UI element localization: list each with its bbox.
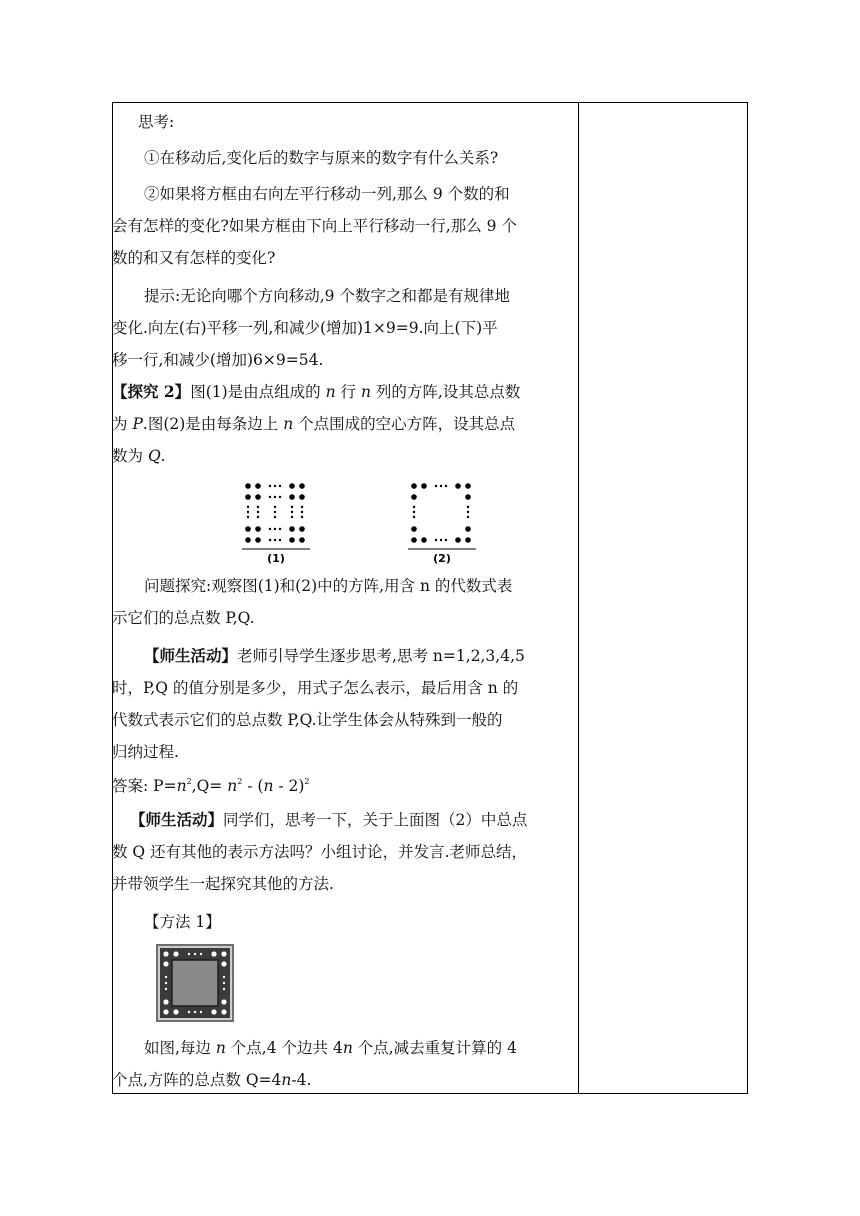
method1-title: 【方法 1】 — [144, 913, 221, 931]
method1-line-1: 如图,每边 n 个点,4 个边共 4n 个点,减去重复计算的 4 — [144, 1039, 517, 1057]
explore2-line-1: 【探究 2】图(1)是由点组成的 n 行 n 列的方阵,设其总点数 — [112, 382, 521, 401]
column-divider — [578, 102, 579, 1094]
hint-line-2: 变化.向左(右)平移一列,和减少(增加)1×9=9.向上(下)平 — [112, 319, 498, 337]
activity1-tag: 【师生活动】 — [144, 646, 238, 665]
method1-square-figure — [156, 944, 234, 1022]
question-2-line-1: ②如果将方框由右向左平行移动一列,那么 9 个数的和 — [144, 185, 510, 203]
hint-line-1: 提示:无论向哪个方向移动,9 个数字之和都是有规律地 — [144, 287, 510, 305]
question-1: ①在移动后,变化后的数字与原来的数字有什么关系? — [144, 149, 499, 167]
explore2-tag: 【探究 2】 — [112, 382, 191, 401]
activity1-line-3: 代数式表示它们的总点数 P,Q.让学生体会从特殊到一般的 — [112, 711, 503, 729]
explore2-line-3: 数为 Q. — [112, 447, 166, 465]
problem-line-2: 示它们的总点数 P,Q. — [112, 609, 255, 627]
activity1-line-1: 【师生活动】老师引导学生逐步思考,思考 n=1,2,3,4,5 — [144, 646, 525, 665]
answer-line: 答案: $P=n^2,Q= n^2 - (n - 2)^2$ — [112, 777, 310, 795]
activity2-line-1: 【师生活动】同学们，思考一下，关于上面图（2）中总点 — [130, 810, 528, 829]
figure-1-full-dot-array — [242, 480, 328, 564]
activity1-line-4: 归纳过程. — [112, 743, 179, 761]
activity2-tag: 【师生活动】 — [130, 810, 224, 829]
question-2-line-2: 会有怎样的变化?如果方框由下向上平行移动一行,那么 9 个 — [112, 217, 517, 235]
figure-2-hollow-dot-square — [408, 480, 494, 564]
method1-line-2: 个点,方阵的总点数 Q=4n-4. — [112, 1071, 312, 1089]
problem-line-1: 问题探究:观察图(1)和(2)中的方阵,用含 n 的代数式表 — [144, 577, 513, 595]
activity2-line-3: 并带领学生一起探究其他的方法. — [112, 875, 334, 893]
figure-1-label: (1) — [267, 552, 285, 564]
activity2-line-2: 数 Q 还有其他的表示方法吗？小组讨论，并发言.老师总结， — [112, 843, 527, 861]
explore2-line-2: 为 P.图(2)是由每条边上 n 个点围成的空心方阵，设其总点 — [112, 415, 516, 433]
activity1-line-2: 时，P,Q 的值分别是多少，用式子怎么表示，最后用含 n 的 — [112, 679, 519, 697]
question-2-line-3: 数的和又有怎样的变化? — [112, 249, 276, 267]
hint-line-3: 移一行,和减少(增加)6×9=54. — [112, 351, 324, 369]
figure-2-label: (2) — [433, 552, 451, 564]
think-title: 思考: — [138, 113, 175, 131]
